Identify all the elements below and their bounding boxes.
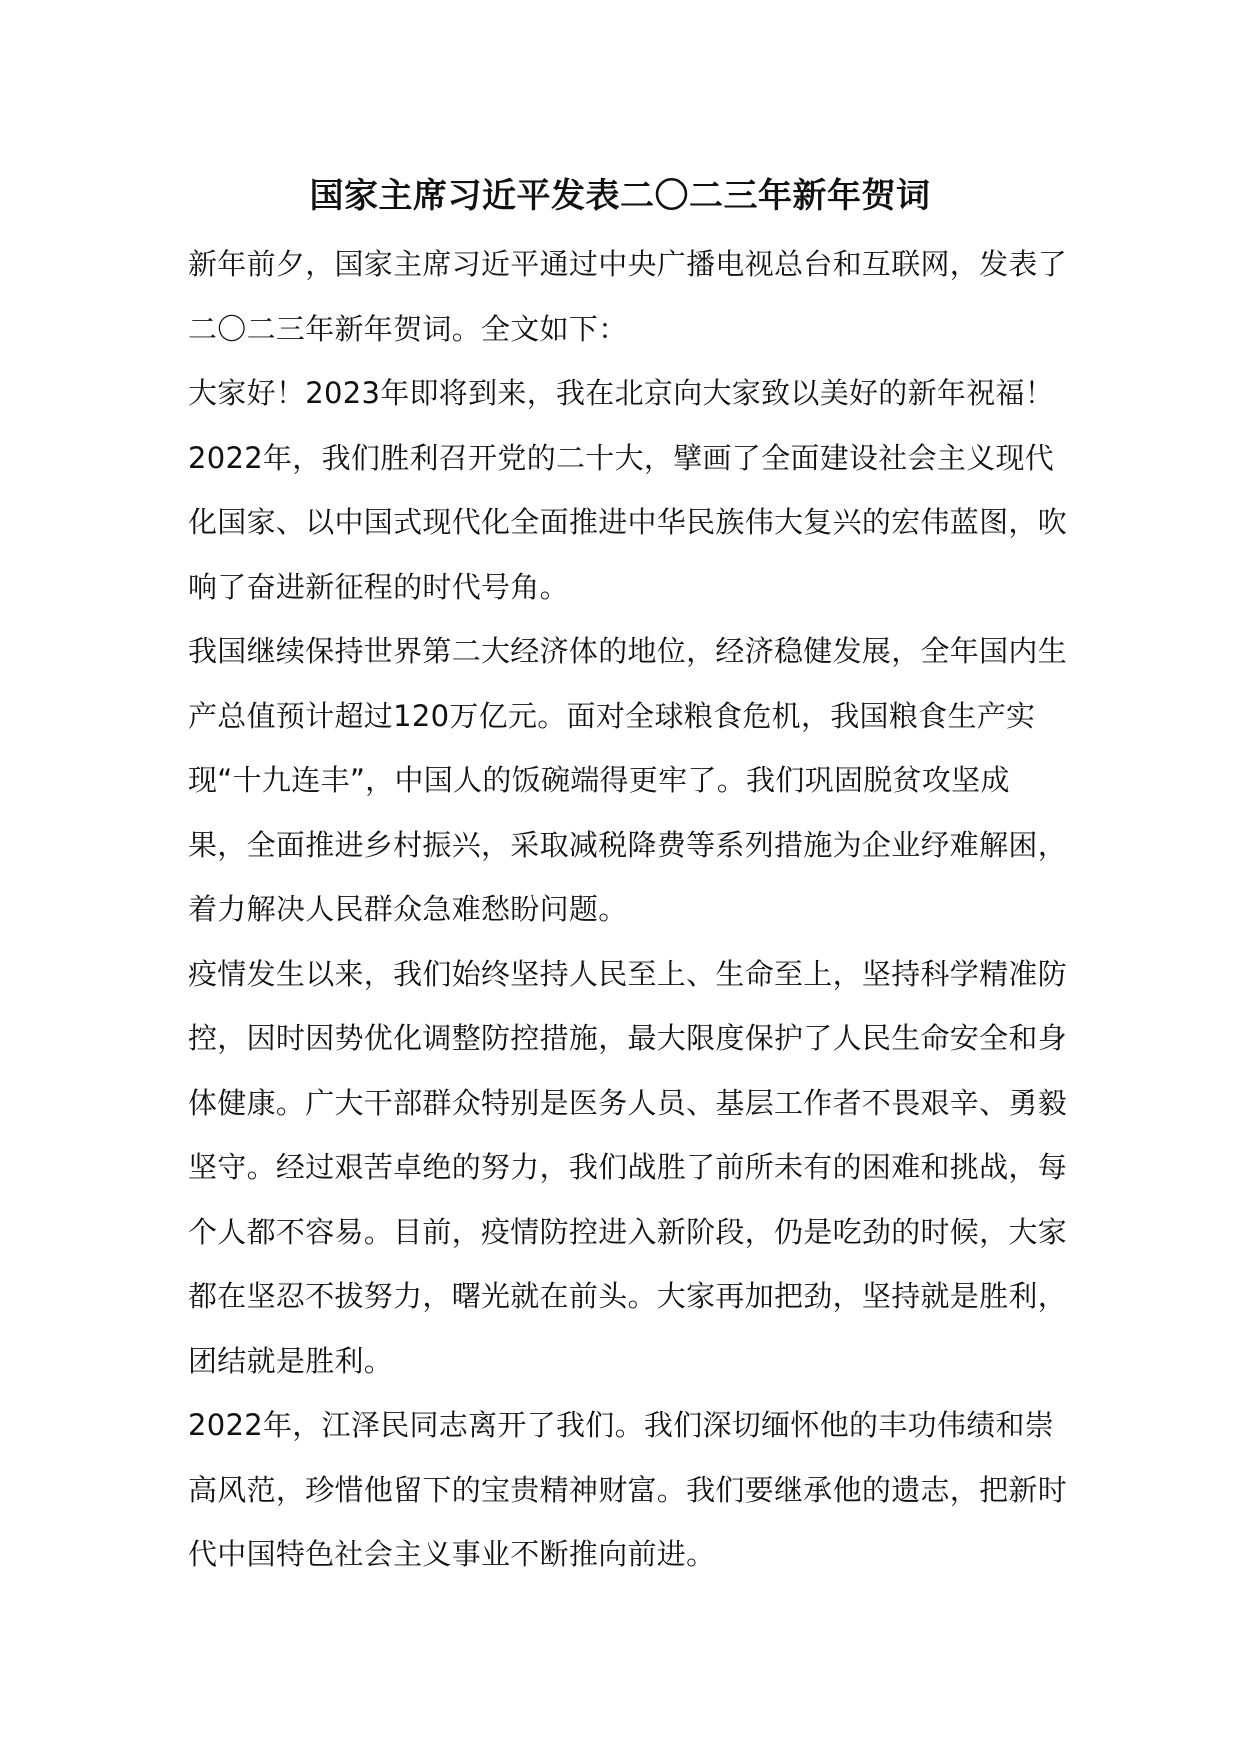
paragraph-economy: 我国继续保持世界第二大经济体的地位，经济稳健发展，全年国内生产总值预计超过120万亿元。面对全球粮食危机，我国粮食生产实现“十九连丰”，中国人的饭碗端得更牢了。我们巩固脱贫攻坚成果，全面推进乡村振兴，采取减税降费等系列措施为企业纾难解困，着力解决人民群众急难愁盼问题。 (188, 634, 1068, 926)
paragraph-intro: 新年前夕，国家主席习近平通过中央广播电视总台和互联网，发表了二〇二三年新年贺词。全文如下： (188, 247, 1068, 346)
paragraph-epidemic: 疫情发生以来，我们始终坚持人民至上、生命至上，坚持科学精准防控，因时因势优化调整防控措施，最大限度保护了人民生命安全和身体健康。广大干部群众特别是医务人员、基层工作者不畏艰辛、勇毅坚守。经过艰苦卓绝的努力，我们战胜了前所未有的困难和挑战，每个人都不容易。目前，疫情防控进入新阶段，仍是吃劲的时候，大家都在坚忍不拔努力，曙光就在前头。大家再加把劲，坚持就是胜利，团结就是胜利。 (188, 956, 1068, 1378)
paragraph-greeting: 大家好！2023年即将到来，我在北京向大家致以美好的新年祝福！ (188, 376, 1055, 410)
paragraph-congress: 2022年，我们胜利召开党的二十大，擘画了全面建设社会主义现代化国家、以中国式现代化全面推进中华民族伟大复兴的宏伟蓝图，吹响了奋进新征程的时代号角。 (188, 440, 1068, 604)
document-body (188, 232, 1068, 1587)
document-title: 国家主席习近平发表二〇二三年新年贺词 (309, 176, 931, 216)
paragraph-memorial: 2022年，江泽民同志离开了我们。我们深切缅怀他的丰功伟绩和崇高风范，珍惜他留下的宝贵精神财富。我们要继承他的遗志，把新时代中国特色社会主义事业不断推向前进。 (188, 1408, 1068, 1571)
